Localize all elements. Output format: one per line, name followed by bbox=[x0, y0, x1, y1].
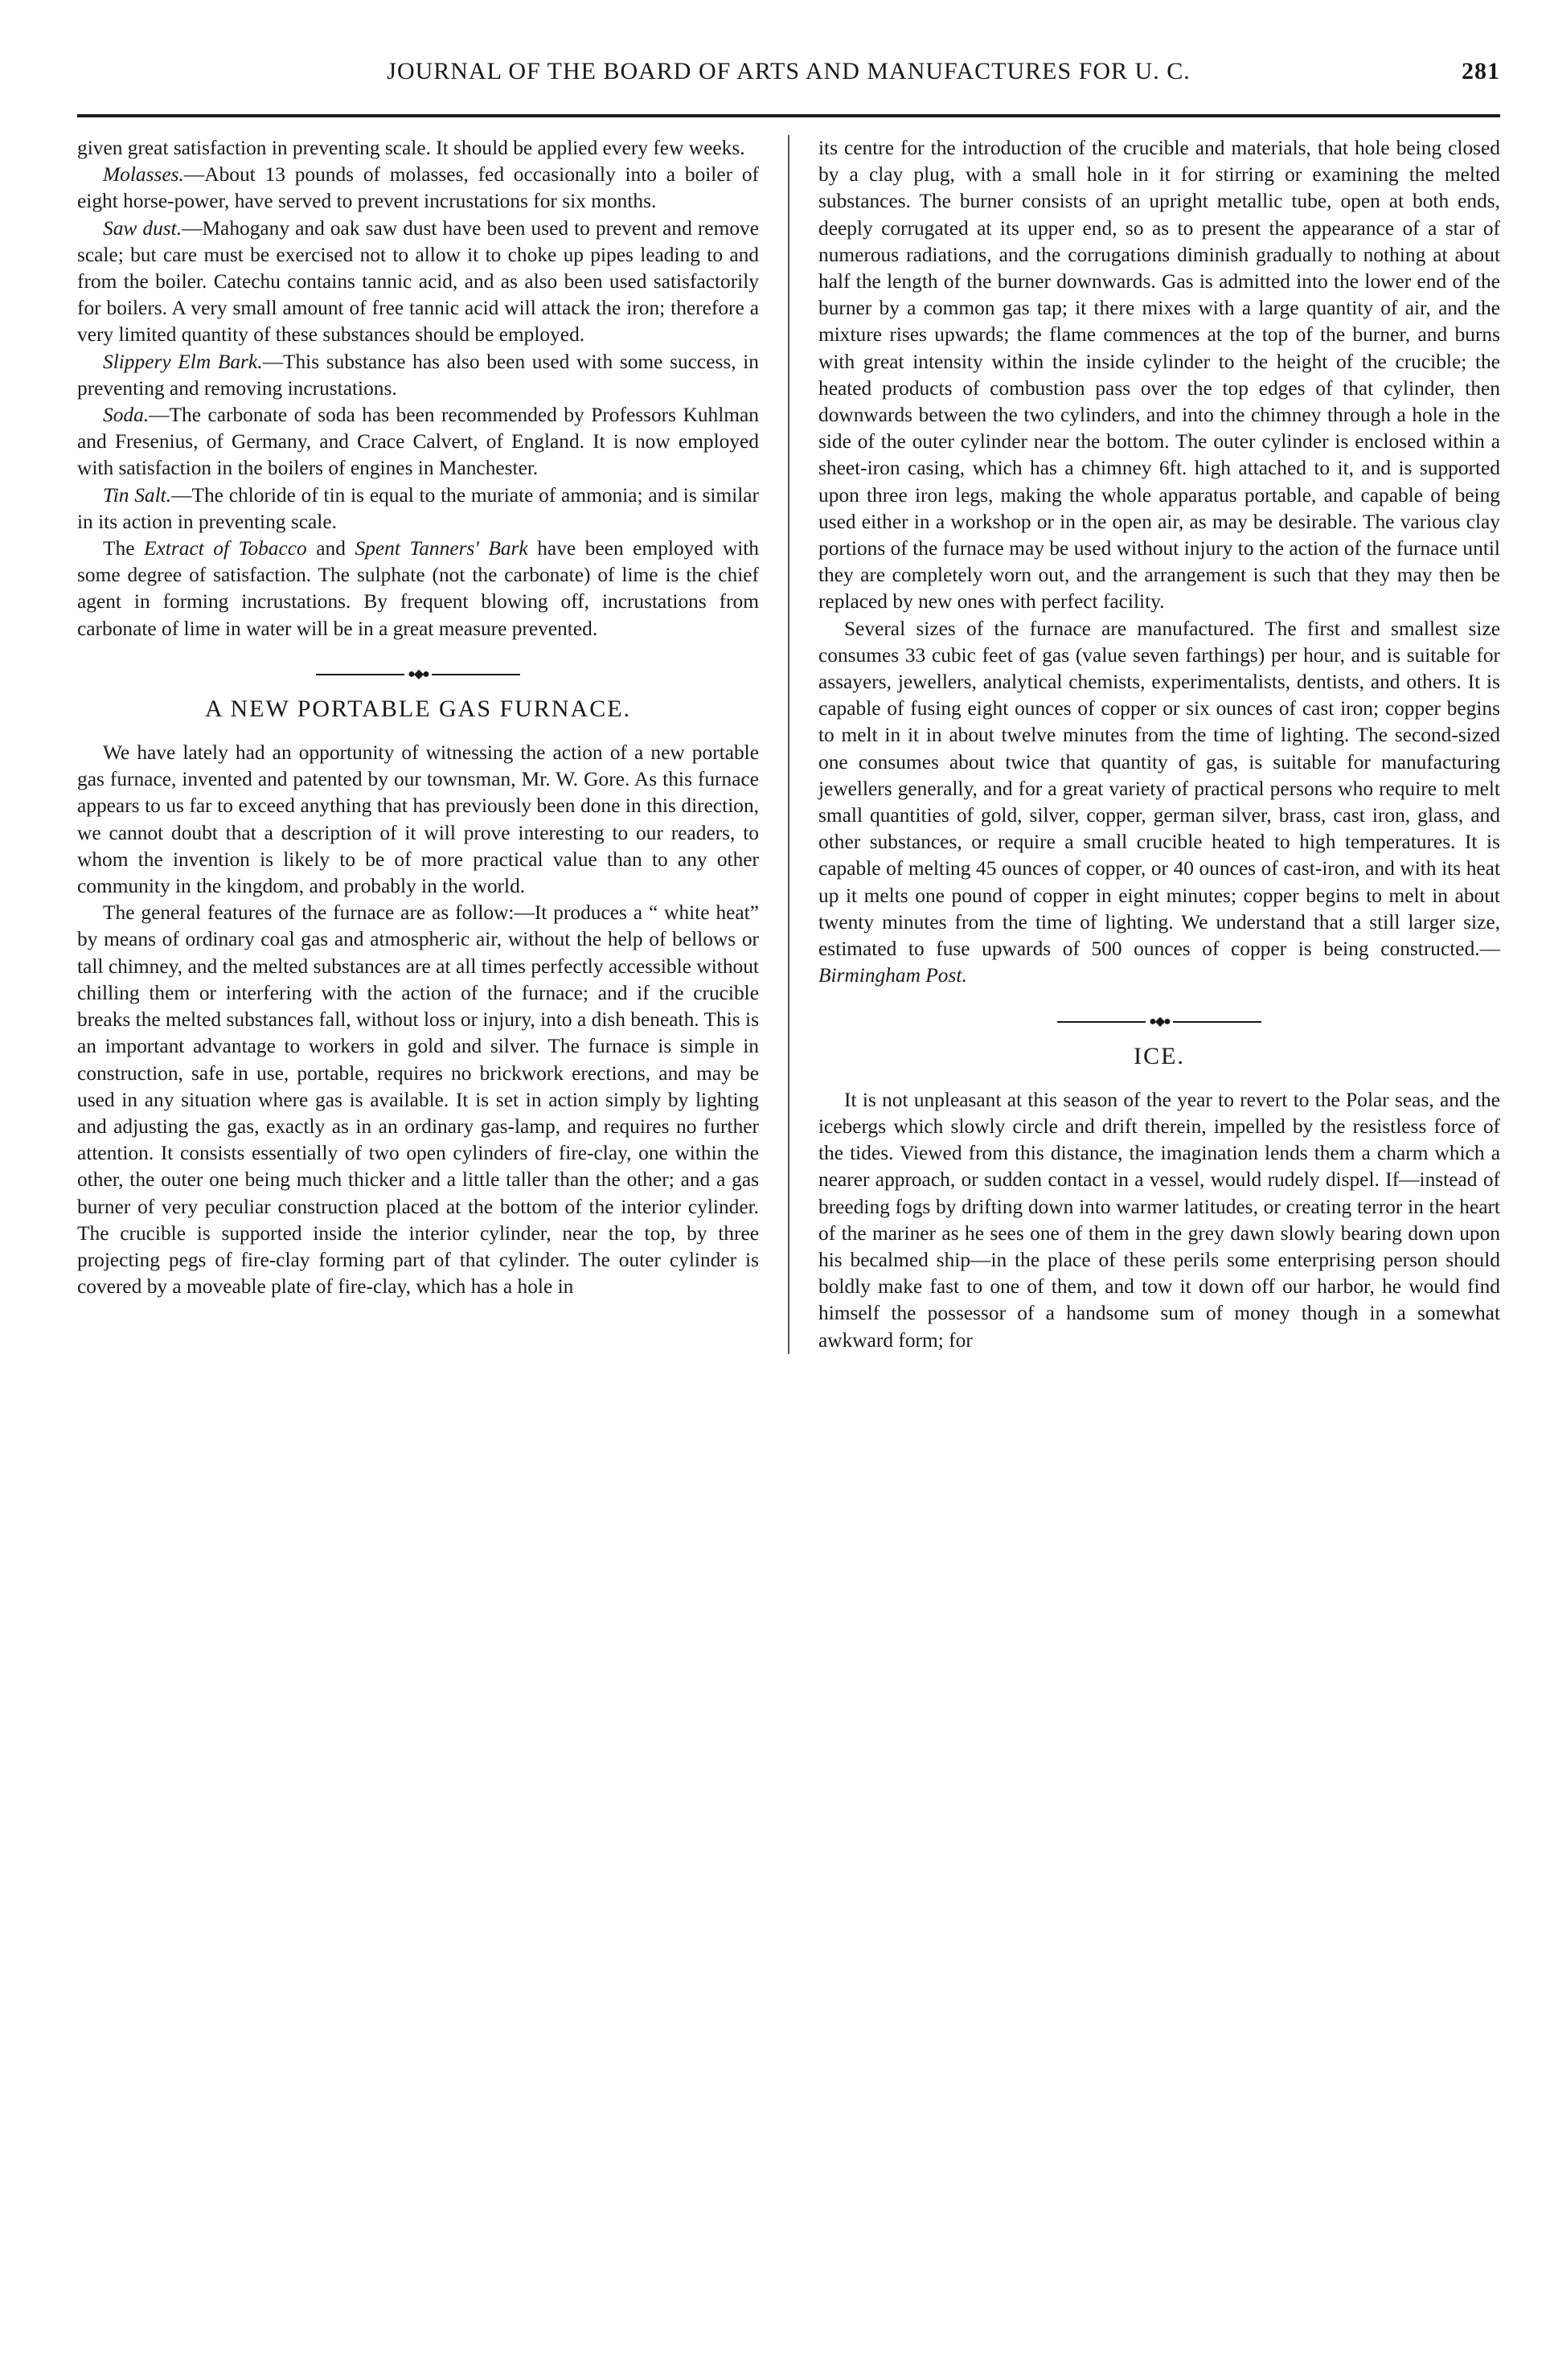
elm-bark-lead: Slippery Elm Bark. bbox=[103, 350, 263, 373]
section-divider-ornament bbox=[77, 667, 759, 681]
sawdust-lead: Saw dust. bbox=[103, 216, 182, 240]
tin-salt-lead: Tin Salt. bbox=[103, 483, 172, 507]
divider-dots: ●◆● bbox=[408, 667, 429, 681]
ice-paragraph: It is not unpleasant at this season of the year to revert to the Polar seas, and the icebergs which slowly circle and drift therein, impelled by the resistless force of the tides. Viewed from this distance, the imagination lends them a charm which a nearer approach, or sudden contact in a vessel, would rudely dispel. If—instead of breeding fogs by drifting down into warmer latitudes, or creating terror in the heart of the mariner as he sees one of them in the grey dawn slowly bearing down upon his becalmed ship—in the place of these perils some enterprising person should boldly make fast to one of them, and tow it down off our harbor, he would find himself the possessor of a handsome sum of money though in a somewhat awkward form; for bbox=[818, 1088, 1500, 1352]
extract-italic-bark: Spent Tanners' Bark bbox=[355, 537, 528, 560]
extract-text: have been employed with some degree of satisfaction. The sulphate (not the carbonate) of lime is the chief agent in forming incrustations. By frequent blowing off, incrustations from carbonate of lime in water will be in a great measure prevented. bbox=[77, 537, 759, 640]
gas-furnace-features: The general features of the furnace are as follow:—It produces a “ white heat” by means of ordinary coal gas and atmospheric air, without the help of bellows or tall chimney, and the melted substances are at all times perfectly accessible without chilling them or interfering with the action of the furnace; and if the crucible breaks the melted substances fall, without loss or injury, into a dish beneath. This is an important advantage to workers in gold and silver. The furnace is simple in construction, safe in use, portable, requires no brickwork erections, and may be used in any situation where gas is available. It is set in action simply by lighting and adjusting the gas, exactly as in an ordinary gas-lamp, and requires no further attention. It consists essentially of two open cylinders of fire-clay, one within the other, the outer one being much thicker and a little taller than the other; and a gas burner of very peculiar construction placed at the bottom of the interior cylinder. The crucible is supported inside the interior cylinder, near the top, by three projecting pegs of fire-clay forming part of that cylinder. The outer cylinder is covered by a moveable plate of fire-clay, which has a hole in bbox=[77, 901, 759, 1299]
molasses-paragraph bbox=[77, 162, 759, 215]
furnace-sizes-paragraph bbox=[818, 616, 1500, 990]
ice-heading: ICE. bbox=[1134, 1042, 1185, 1069]
molasses-lead: Molasses. bbox=[103, 163, 184, 187]
right-column bbox=[818, 135, 1500, 1354]
tin-salt-text: —The chloride of tin is equal to the muriate of ammonia; and is similar in its action in preventing scale. bbox=[77, 483, 759, 533]
running-head bbox=[77, 58, 1500, 106]
divider-dots-2: ●◆● bbox=[1149, 1014, 1170, 1028]
source-credit: Birmingham Post. bbox=[818, 964, 967, 987]
sawdust-text: —Mahogany and oak saw dust have been used to prevent and remove scale; but care must be exercised not to allow it to choke up pipes leading to and from the boiler. Catechu contains tannic acid, and as also been used satisfactorily for boilers. A very small amount of free tannic acid will attack the iron; therefore a very limited quantity of these substances should be employed. bbox=[77, 216, 759, 347]
sawdust-paragraph bbox=[77, 215, 759, 349]
journal-page bbox=[77, 58, 1500, 2341]
header-rule bbox=[77, 114, 1500, 117]
extract-pre: The bbox=[103, 537, 145, 560]
column-rule bbox=[788, 135, 789, 1354]
tin-salt-paragraph bbox=[77, 482, 759, 536]
extract-mid: and bbox=[306, 537, 355, 560]
elm-bark-paragraph bbox=[77, 349, 759, 402]
boiler-scale-continuation: given great satisfaction in preventing scale. It should be applied every few weeks. bbox=[77, 137, 745, 159]
soda-text: —The carbonate of soda has been recommended by Professors Kuhlman and Fresenius, of Germany, and Crace Calvert, of England. It is now employed with satisfaction in the boilers of engines in Manchester. bbox=[77, 404, 759, 480]
journal-title: JOURNAL OF THE BOARD OF ARTS AND MANUFACTURES FOR U. C. bbox=[387, 58, 1191, 84]
gas-furnace-continuation: its centre for the introduction of the crucible and materials, that hole being closed by a clay plug, with a small hole in it for stirring or examining the melted substances. The burner consists of an upright metallic tube, open at both ends, deeply corrugated at its upper end, so as to present the appearance of a star of numerous radiations, and the corrugations diminish gradually to nothing at about half the length of the burner downwards. Gas is admitted into the lower end of the burner by a common gas tap; it there mixes with a large quantity of air, and the mixture rises upwards; the flame commences at the top of the burner, and burns with great intensity within the inside cylinder to the height of the crucible; the heated products of combustion pass over the top edges of that cylinder, then downwards between the two cylinders, and into the chimney through a hole in the side of the outer cylinder near the bottom. The outer cylinder is enclosed within a sheet-iron casing, which has a chimney 6ft. high attached to it, and is supported upon three iron legs, making the whole apparatus portable, and capable of being used either in a workshop or in the open air, as may be desirable. The various clay portions of the furnace may be used without injury to the action of the furnace until they are completely worn out, and the arrangement is such that they may then be replaced by new ones with perfect facility. bbox=[818, 137, 1500, 613]
two-column-body bbox=[77, 135, 1500, 1354]
soda-paragraph bbox=[77, 402, 759, 482]
section-divider-ornament-2 bbox=[818, 1014, 1500, 1028]
furnace-sizes-text: Several sizes of the furnace are manufactured. The first and smallest size consumes 33 cubic feet of gas (value seven farthings) per hour, and is suitable for assayers, jewellers, analytical chemists, experimentalists, dentists, and others. It is capable of fusing eight ounces of copper or six ounces of cast iron; copper begins to melt in it in about twelve minutes from the time of lighting. The second-sized one consumes about twice that quantity of gas, is suitable for manufacturing jewellers generally, and for a great variety of practical persons who require to melt small quantities of gold, silver, copper, german silver, brass, cast iron, glass, and other substances, or require a small crucible heated to high temperatures. It is capable of melting 45 ounces of copper, or 40 ounces of cast-iron, and with its heat up it melts one pound of copper in eight minutes; copper begins to melt in about twenty minutes from the time of lighting. We understand that a still larger size, estimated to fuse upwards of 500 ounces of copper is being constructed.— bbox=[818, 617, 1500, 961]
elm-bark-text: —This substance has also been used with some success, in preventing and removing incrustations. bbox=[77, 350, 759, 400]
page-number: 281 bbox=[1462, 58, 1500, 84]
tobacco-extract-paragraph bbox=[77, 536, 759, 642]
left-column bbox=[77, 135, 759, 1354]
gas-furnace-intro: We have lately had an opportunity of witnessing the action of a new portable gas furnace, invented and patented by our townsman, Mr. W. Gore. As this furnace appears to us far to exceed anything that has previously been done in this direction, we cannot doubt that a description of it will prove interesting to our readers, to whom the invention is likely to be of more practical value than to any other community in the kingdom, and probably in the world. bbox=[77, 741, 759, 898]
molasses-text: —About 13 pounds of molasses, fed occasionally into a boiler of eight horse-power, have served to prevent incrustations for six months. bbox=[77, 163, 759, 213]
gas-furnace-heading: A NEW PORTABLE GAS FURNACE. bbox=[204, 695, 632, 722]
extract-italic-tobacco: Extract of Tobacco bbox=[144, 537, 307, 560]
soda-lead: Soda. bbox=[103, 404, 150, 427]
